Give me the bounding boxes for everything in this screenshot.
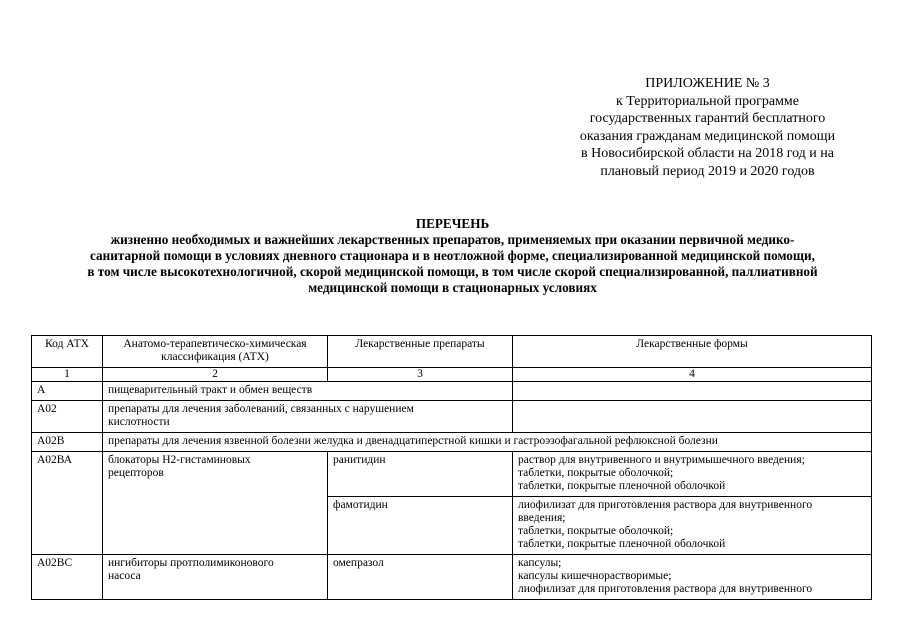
heading-title: ПЕРЕЧЕНЬ: [415, 216, 490, 231]
column-number: 4: [513, 368, 872, 382]
heading-line: в том числе высокотехнологичной, скорой медицинской помощи, в том числе скорой специализированной, паллиативной: [87, 264, 818, 279]
forms-cell: [513, 382, 872, 401]
atx-code: А02: [32, 401, 103, 433]
column-number-row: [32, 368, 872, 382]
heading-line: медицинской помощи в стационарных условиях: [308, 280, 597, 295]
atx-code: А02ВА: [32, 452, 103, 555]
form-line: таблетки, покрытые пленочной оболочкой: [518, 480, 726, 492]
header-code: Код АТХ: [32, 336, 103, 368]
atx-class: [103, 555, 328, 600]
table-header-row: [32, 336, 872, 368]
drug-forms: [513, 555, 872, 600]
form-line: капсулы кишечнорастворимые;: [518, 570, 672, 582]
class-line: насоса: [108, 570, 141, 582]
heading-line: санитарной помощи в условиях дневного стационара и в неотложной форме, специализированной медицинской помощи,: [90, 248, 815, 263]
column-number: 1: [32, 368, 103, 382]
atx-class: препараты для лечения язвенной болезни желудка и двенадцатиперстной кишки и гастроэзофагальной рефлюксной болезни: [103, 433, 872, 452]
form-line: введения;: [518, 512, 566, 524]
class-line: ингибиторы протполимиконового: [108, 557, 274, 569]
form-line: лиофилизат для приготовления раствора для внутривенного: [518, 583, 813, 595]
atx-code: А02ВС: [32, 555, 103, 600]
appendix-block: [560, 75, 855, 180]
table-row: [32, 401, 872, 433]
drug-name: омепразол: [328, 555, 513, 600]
atx-class: препараты для лечения заболеваний, связанных с нарушением кислотности: [103, 401, 513, 433]
appendix-line: государственных гарантий бесплатного: [589, 111, 826, 126]
form-line: раствор для внутривенного и внутримышечного введения;: [518, 454, 805, 466]
appendix-line: к Территориальной программе: [615, 93, 800, 109]
drug-name: фамотидин: [328, 497, 513, 555]
column-number: 2: [103, 368, 328, 382]
atx-code: А02В: [32, 433, 103, 452]
table-row: [32, 433, 872, 452]
header-classification: Анатомо-терапевтическо-химическая классификация (АТХ): [103, 336, 328, 368]
form-line: лиофилизат для приготовления раствора для внутривенного: [518, 499, 813, 511]
drug-name: ранитидин: [328, 452, 513, 497]
drug-list-table: [31, 335, 872, 600]
table-row: [32, 555, 872, 600]
atx-class: пищеварительный тракт и обмен веществ: [103, 382, 513, 401]
appendix-line: в Новосибирской области на 2018 год и на: [580, 146, 835, 161]
forms-cell: [513, 401, 872, 433]
column-number: 3: [328, 368, 513, 382]
atx-code: А: [32, 382, 103, 401]
table-row: [32, 382, 872, 401]
document-heading: [0, 216, 905, 296]
form-line: таблетки, покрытые оболочкой;: [518, 525, 674, 537]
form-line: капсулы;: [518, 557, 562, 569]
header-forms: Лекарственные формы: [513, 336, 872, 368]
form-line: таблетки, покрытые оболочкой;: [518, 467, 674, 479]
header-drugs: Лекарственные препараты: [328, 336, 513, 368]
drug-forms: [513, 452, 872, 497]
appendix-line: ПРИЛОЖЕНИЕ № 3: [645, 76, 770, 91]
drug-forms: [513, 497, 872, 555]
appendix-line: плановый период 2019 и 2020 годов: [600, 163, 815, 179]
heading-line: жизненно необходимых и важнейших лекарственных препаратов, применяемых при оказании первичной медико-: [110, 232, 795, 247]
atx-class: блокаторы Н2-гистаминовых рецепторов: [103, 452, 328, 555]
table-row: [32, 452, 872, 497]
appendix-line: оказания гражданам медицинской помощи: [579, 128, 836, 144]
form-line: таблетки, покрытые пленочной оболочкой: [518, 538, 726, 550]
